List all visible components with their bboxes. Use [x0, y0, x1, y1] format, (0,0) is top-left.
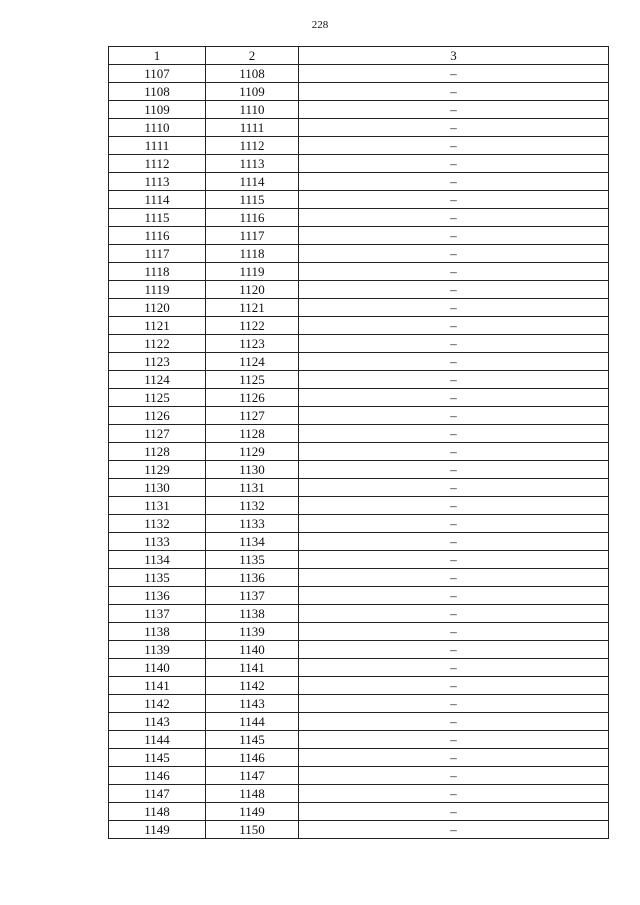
table-cell-col3: – — [299, 407, 609, 425]
page-number: 228 — [311, 19, 329, 31]
table-cell-col3: – — [299, 713, 609, 731]
table-cell-col1: 1113 — [109, 173, 206, 191]
table-cell-col2: 1147 — [206, 767, 299, 785]
table-cell-col1: 1139 — [109, 641, 206, 659]
table-cell-col2: 1123 — [206, 335, 299, 353]
table-cell-col2: 1144 — [206, 713, 299, 731]
table-cell-col1: 1142 — [109, 695, 206, 713]
table-row — [109, 659, 609, 677]
table-row — [109, 227, 609, 245]
table-cell-col2: 1135 — [206, 551, 299, 569]
table-cell-col3: – — [299, 479, 609, 497]
table-cell-col3: – — [299, 605, 609, 623]
table-cell-col3: – — [299, 209, 609, 227]
table-cell-col1: 1140 — [109, 659, 206, 677]
table-body — [109, 65, 609, 839]
table-cell-col1: 1119 — [109, 281, 206, 299]
table-cell-col2: 1125 — [206, 371, 299, 389]
table-cell-col3: – — [299, 821, 609, 839]
table-row — [109, 173, 609, 191]
table-row — [109, 65, 609, 83]
table-cell-col2: 1150 — [206, 821, 299, 839]
table-cell-col3: – — [299, 587, 609, 605]
table-row — [109, 695, 609, 713]
table-cell-col2: 1128 — [206, 425, 299, 443]
table-cell-col1: 1120 — [109, 299, 206, 317]
table-cell-col3: – — [299, 227, 609, 245]
table-row — [109, 245, 609, 263]
table-row — [109, 263, 609, 281]
table-cell-col1: 1127 — [109, 425, 206, 443]
table-row — [109, 821, 609, 839]
table-cell-col1: 1128 — [109, 443, 206, 461]
table-cell-col1: 1107 — [109, 65, 206, 83]
table-row — [109, 317, 609, 335]
table-cell-col1: 1134 — [109, 551, 206, 569]
table-cell-col1: 1125 — [109, 389, 206, 407]
table-cell-col2: 1136 — [206, 569, 299, 587]
table-cell-col3: – — [299, 245, 609, 263]
table-cell-col1: 1137 — [109, 605, 206, 623]
table-cell-col2: 1133 — [206, 515, 299, 533]
table-cell-col2: 1149 — [206, 803, 299, 821]
table-row — [109, 353, 609, 371]
table-cell-col2: 1113 — [206, 155, 299, 173]
table-row — [109, 785, 609, 803]
table-row — [109, 731, 609, 749]
table-row — [109, 335, 609, 353]
table-row — [109, 371, 609, 389]
table-cell-col1: 1143 — [109, 713, 206, 731]
table-cell-col2: 1124 — [206, 353, 299, 371]
table-cell-col3: – — [299, 443, 609, 461]
table-cell-col2: 1129 — [206, 443, 299, 461]
table-cell-col3: – — [299, 731, 609, 749]
table-cell-col3: – — [299, 281, 609, 299]
table-row — [109, 479, 609, 497]
table-cell-col2: 1115 — [206, 191, 299, 209]
table-cell-col2: 1110 — [206, 101, 299, 119]
table-row — [109, 281, 609, 299]
table-cell-col2: 1117 — [206, 227, 299, 245]
table-cell-col3: – — [299, 137, 609, 155]
table-row — [109, 515, 609, 533]
table-cell-col3: – — [299, 623, 609, 641]
table-cell-col3: – — [299, 659, 609, 677]
table-cell-col1: 1148 — [109, 803, 206, 821]
table-row — [109, 713, 609, 731]
table-row — [109, 155, 609, 173]
table-cell-col2: 1140 — [206, 641, 299, 659]
table-cell-col3: – — [299, 497, 609, 515]
table-cell-col2: 1134 — [206, 533, 299, 551]
table-cell-col3: – — [299, 389, 609, 407]
table-cell-col2: 1111 — [206, 119, 299, 137]
table-row — [109, 569, 609, 587]
table-row — [109, 533, 609, 551]
table-cell-col2: 1116 — [206, 209, 299, 227]
table-cell-col1: 1124 — [109, 371, 206, 389]
table-cell-col2: 1112 — [206, 137, 299, 155]
table-cell-col2: 1146 — [206, 749, 299, 767]
table-cell-col1: 1122 — [109, 335, 206, 353]
table-row — [109, 389, 609, 407]
table-row — [109, 677, 609, 695]
table-cell-col2: 1137 — [206, 587, 299, 605]
table-cell-col1: 1117 — [109, 245, 206, 263]
table-cell-col1: 1114 — [109, 191, 206, 209]
table-row — [109, 605, 609, 623]
table-cell-col3: – — [299, 569, 609, 587]
table-cell-col3: – — [299, 263, 609, 281]
table-cell-col2: 1109 — [206, 83, 299, 101]
table-row — [109, 443, 609, 461]
table-cell-col2: 1118 — [206, 245, 299, 263]
table-cell-col3: – — [299, 155, 609, 173]
table-cell-col1: 1116 — [109, 227, 206, 245]
table-cell-col1: 1145 — [109, 749, 206, 767]
table-cell-col3: – — [299, 803, 609, 821]
table-cell-col2: 1131 — [206, 479, 299, 497]
table-cell-col3: – — [299, 335, 609, 353]
table-cell-col1: 1115 — [109, 209, 206, 227]
table-cell-col3: – — [299, 767, 609, 785]
table-cell-col3: – — [299, 641, 609, 659]
table-row — [109, 767, 609, 785]
table-cell-col3: – — [299, 317, 609, 335]
table-cell-col3: – — [299, 191, 609, 209]
table-cell-col1: 1133 — [109, 533, 206, 551]
table-cell-col3: – — [299, 65, 609, 83]
table-cell-col2: 1126 — [206, 389, 299, 407]
table-row — [109, 803, 609, 821]
table-cell-col1: 1141 — [109, 677, 206, 695]
table-cell-col1: 1110 — [109, 119, 206, 137]
table-cell-col2: 1127 — [206, 407, 299, 425]
table-cell-col3: – — [299, 173, 609, 191]
table-cell-col2: 1142 — [206, 677, 299, 695]
table-row — [109, 461, 609, 479]
table-row — [109, 407, 609, 425]
table-row — [109, 209, 609, 227]
table-row — [109, 83, 609, 101]
table-cell-col3: – — [299, 425, 609, 443]
table-cell-col3: – — [299, 785, 609, 803]
table-cell-col1: 1138 — [109, 623, 206, 641]
table-cell-col2: 1141 — [206, 659, 299, 677]
table-row — [109, 119, 609, 137]
column-header-1: 1 — [109, 47, 206, 65]
table-cell-col3: – — [299, 515, 609, 533]
table-cell-col1: 1111 — [109, 137, 206, 155]
table-cell-col2: 1145 — [206, 731, 299, 749]
table-cell-col1: 1129 — [109, 461, 206, 479]
column-header-2: 2 — [206, 47, 299, 65]
table-cell-col1: 1136 — [109, 587, 206, 605]
table-row — [109, 749, 609, 767]
table-cell-col3: – — [299, 551, 609, 569]
table-cell-col2: 1130 — [206, 461, 299, 479]
table-cell-col3: – — [299, 749, 609, 767]
table-cell-col2: 1122 — [206, 317, 299, 335]
table-cell-col1: 1131 — [109, 497, 206, 515]
table-cell-col3: – — [299, 533, 609, 551]
table-cell-col1: 1118 — [109, 263, 206, 281]
table-row — [109, 641, 609, 659]
table-cell-col3: – — [299, 461, 609, 479]
table-cell-col1: 1112 — [109, 155, 206, 173]
table-cell-col2: 1114 — [206, 173, 299, 191]
table-cell-col1: 1135 — [109, 569, 206, 587]
table-cell-col1: 1146 — [109, 767, 206, 785]
table-cell-col1: 1123 — [109, 353, 206, 371]
table-cell-col2: 1120 — [206, 281, 299, 299]
table-cell-col2: 1143 — [206, 695, 299, 713]
table-cell-col3: – — [299, 119, 609, 137]
table-cell-col2: 1138 — [206, 605, 299, 623]
table-cell-col2: 1148 — [206, 785, 299, 803]
column-header-3: 3 — [299, 47, 609, 65]
table-cell-col3: – — [299, 83, 609, 101]
table-cell-col1: 1126 — [109, 407, 206, 425]
table-row — [109, 137, 609, 155]
table-cell-col1: 1108 — [109, 83, 206, 101]
table-cell-col3: – — [299, 695, 609, 713]
table-cell-col1: 1109 — [109, 101, 206, 119]
table-row — [109, 191, 609, 209]
table-header-row — [109, 47, 609, 65]
data-table — [108, 46, 609, 839]
table-cell-col2: 1119 — [206, 263, 299, 281]
table-cell-col1: 1121 — [109, 317, 206, 335]
table-cell-col1: 1147 — [109, 785, 206, 803]
table-cell-col1: 1149 — [109, 821, 206, 839]
table-row — [109, 587, 609, 605]
table-row — [109, 299, 609, 317]
table-row — [109, 425, 609, 443]
table-cell-col1: 1130 — [109, 479, 206, 497]
table-cell-col3: – — [299, 299, 609, 317]
table-cell-col2: 1132 — [206, 497, 299, 515]
table-cell-col3: – — [299, 677, 609, 695]
table-cell-col3: – — [299, 371, 609, 389]
table-row — [109, 551, 609, 569]
table-cell-col3: – — [299, 101, 609, 119]
table-cell-col2: 1121 — [206, 299, 299, 317]
table-cell-col1: 1144 — [109, 731, 206, 749]
table-row — [109, 497, 609, 515]
table-cell-col2: 1108 — [206, 65, 299, 83]
table-row — [109, 101, 609, 119]
table-row — [109, 623, 609, 641]
table-cell-col2: 1139 — [206, 623, 299, 641]
table-cell-col3: – — [299, 353, 609, 371]
table-cell-col1: 1132 — [109, 515, 206, 533]
